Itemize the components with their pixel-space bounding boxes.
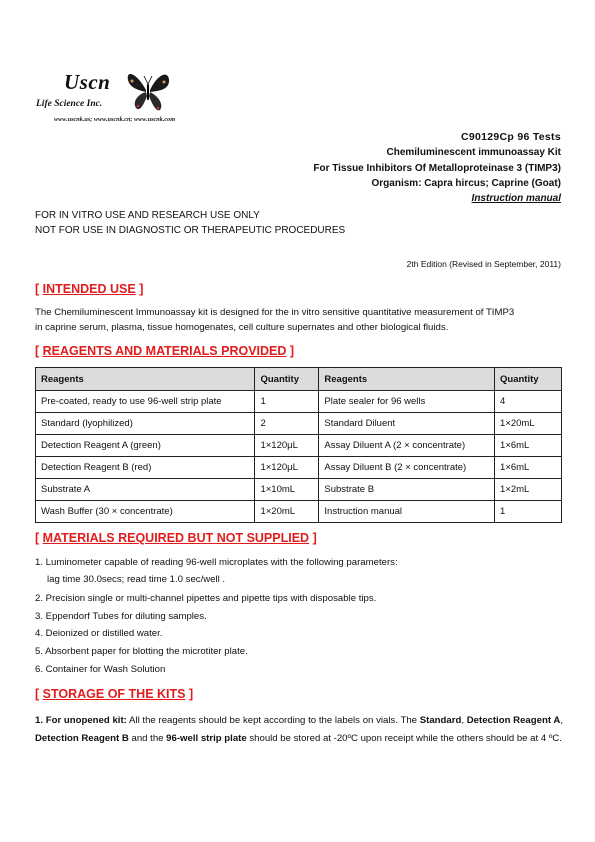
table-row [36,501,562,523]
butterfly-logo-icon [124,66,172,114]
storage-heading: [ STORAGE OF THE KITS ] [35,687,194,701]
table-cell: 1×120μL [255,457,319,479]
kit-type: Chemiluminescent immunoassay Kit [386,147,561,158]
table-row [36,413,562,435]
kit-target: For Tissue Inhibitors Of Metalloproteinase 3 (TIMP3) [313,163,561,174]
column-header: Reagents [319,368,495,391]
list-item: lag time 30.0secs; read time 1.0 sec/well . [47,574,226,585]
table-cell: Plate sealer for 96 wells [319,391,495,413]
logo-urls: www.uscnk.us; www.uscnk.cn; www.uscnk.com [54,116,176,123]
diagnostic-use-notice: NOT FOR USE IN DIAGNOSTIC OR THERAPEUTIC PROCEDURES [35,225,346,236]
table-cell: Instruction manual [319,501,495,523]
list-item: 2. Precision single or multi-channel pipettes and pipette tips with disposable tips. [35,593,377,604]
table-cell: Standard Diluent [319,413,495,435]
table-header-row [36,368,562,391]
list-item: 3. Eppendorf Tubes for diluting samples. [35,611,207,622]
reagents-heading: [ REAGENTS AND MATERIALS PROVIDED ] [35,344,295,358]
logo-subtitle: Life Science Inc. [36,99,103,109]
table-cell: Assay Diluent A (2 × concentrate) [319,435,495,457]
table-cell: Assay Diluent B (2 × concentrate) [319,457,495,479]
table-cell: 1 [255,391,319,413]
intended-use-heading: [ INTENDED USE ] [35,282,144,296]
table-cell: Standard (lyophilized) [36,413,255,435]
table-cell: Pre-coated, ready to use 96-well strip plate [36,391,255,413]
catalog-number: C90129Cp 96 Tests [460,131,561,143]
table-row [36,479,562,501]
table-cell: 1×120μL [255,435,319,457]
table-row [36,391,562,413]
table-cell: 1 [495,501,562,523]
table-row [36,435,562,457]
reagents-table [35,367,562,523]
intended-use-text [35,305,563,335]
storage-lead: 1. For unopened kit: [35,715,127,726]
logo-wordmark: Uscn [64,70,111,94]
table-cell: Wash Buffer (30 × concentrate) [36,501,255,523]
table-cell: 1×2mL [495,479,562,501]
table-cell: 1×10mL [255,479,319,501]
table-cell: Substrate B [319,479,495,501]
list-item: 4. Deionized or distilled water. [35,628,163,639]
table-cell: 4 [495,391,562,413]
table-cell: 1×20mL [255,501,319,523]
storage-paragraph: 1. For unopened kit: All the reagents should be kept according to the labels on vials. The Standard, Detection Reagent A, Detection Reagent B and the 96-well strip plate should be stored at -20ºC upon receipt while the others should be at 4 ºC. [35,715,563,744]
table-cell: 2 [255,413,319,435]
table-cell: Detection Reagent A (green) [36,435,255,457]
intended-use-line: The Chemiluminescent Immunoassay kit is designed for the in vitro sensitive quantitative measurement of TIMP3 [35,307,515,318]
table-cell: 1×20mL [495,413,562,435]
list-item: 6. Container for Wash Solution [35,664,166,675]
table-cell: 1×6mL [495,457,562,479]
list-item: 1. Luminometer capable of reading 96-well microplates with the following parameters: [35,557,398,568]
column-header: Quantity [255,368,319,391]
edition-note: 2th Edition (Revised in September, 2011) [406,259,561,269]
instruction-manual-label: Instruction manual [471,193,561,204]
table-cell: Substrate A [36,479,255,501]
materials-required-heading: [ MATERIALS REQUIRED BUT NOT SUPPLIED ] [35,531,317,545]
table-cell: Detection Reagent B (red) [36,457,255,479]
organism: Organism: Capra hircus; Caprine (Goat) [371,178,561,189]
list-item: 5. Absorbent paper for blotting the microtiter plate. [35,646,248,657]
table-cell: 1×6mL [495,435,562,457]
intended-use-line: in caprine serum, plasma, tissue homogenates, cell culture supernates and other biological fluids. [35,322,449,333]
table-row [36,457,562,479]
research-use-notice: FOR IN VITRO USE AND RESEARCH USE ONLY [35,210,260,221]
column-header: Quantity [495,368,562,391]
column-header: Reagents [36,368,255,391]
